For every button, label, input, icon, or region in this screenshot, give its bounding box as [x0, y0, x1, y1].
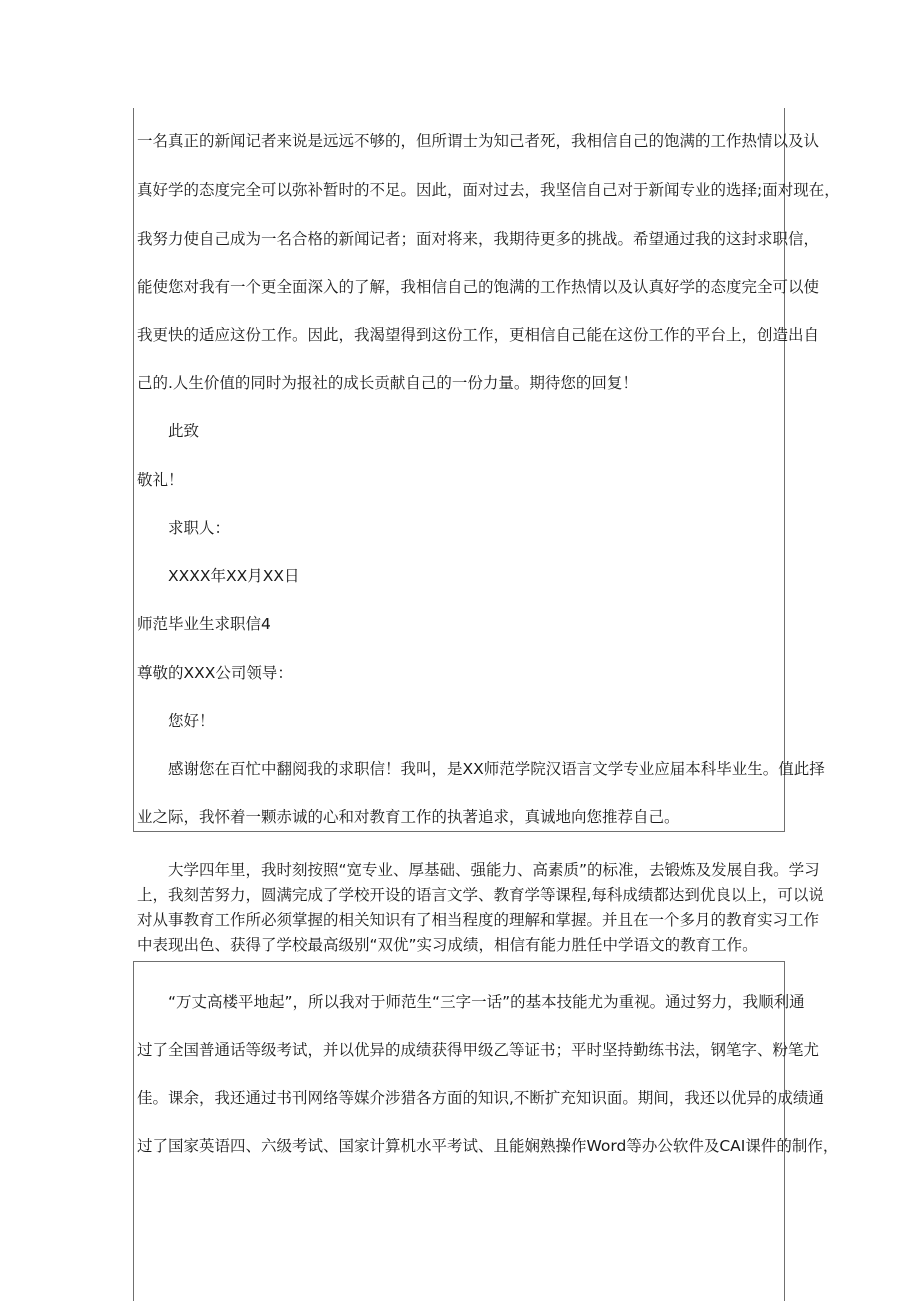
text-line: 业之际，我怀着一颗赤诚的心和对教育工作的执著追求，真诚地向您推荐自己。 [137, 808, 680, 826]
letter-section-box-2 [133, 961, 839, 1301]
text-line: “万丈高楼平地起”，所以我对于师范生“三字一话”的基本技能尤为重视。通过努力，我顺利通 [168, 993, 805, 1011]
text-line: 己的.人生价值的同时为报社的成长贡献自己的一份力量。期待您的回复！ [137, 374, 638, 392]
hello-greeting: 您好！ [168, 712, 215, 730]
text-line: 佳。课余，我还通过书刊网络等媒介涉猎各方面的知识,不断扩充知识面。期间，我还以优异的成绩通 [137, 1089, 824, 1107]
closing-regards: 敬礼！ [137, 471, 184, 489]
recipient-greeting: 尊敬的XXX公司领导： [137, 664, 293, 682]
text-line: 感谢您在百忙中翻阅我的求职信！我叫，是XX师范学院汉语言文学专业应届本科毕业生。值此择 [168, 760, 825, 778]
text-line: 能使您对我有一个更全面深入的了解，我相信自己的饱满的工作热情以及认真好学的态度完全可以使 [137, 278, 820, 296]
section-title: 师范毕业生求职信4 [137, 615, 271, 633]
letter-date: XXXX年XX月XX日 [168, 567, 300, 585]
body-paragraph-line: 对从事教育工作所必须掌握的相关知识有了相当程度的理解和掌握。并且在一个多月的教育实习工作 [137, 911, 820, 929]
body-paragraph-line: 大学四年里，我时刻按照“宽专业、厚基础、强能力、高素质”的标准，去锻炼及发展自我。学习 [168, 861, 820, 879]
text-line: 过了全国普通话等级考试，并以优异的成绩获得甲级乙等证书；平时坚持勤练书法，钢笔字、粉笔尤 [137, 1041, 820, 1059]
text-line: 一名真正的新闻记者来说是远远不够的，但所谓士为知己者死，我相信自己的饱满的工作热情以及认 [137, 132, 820, 150]
text-line: 我更快的适应这份工作。因此，我渴望得到这份工作，更相信自己能在这份工作的平台上，创造出自 [137, 326, 820, 344]
applicant-label: 求职人： [168, 519, 231, 537]
body-paragraph-line: 上，我刻苦努力，圆满完成了学校开设的语言文学、教育学等课程,每科成绩都达到优良以上，可以说 [137, 886, 824, 904]
text-line: 过了国家英语四、六级考试、国家计算机水平考试、且能娴熟操作Word等办公软件及CAI课件的制作， [137, 1137, 839, 1155]
text-line: 真好学的态度完全可以弥补暂时的不足。因此，面对过去，我坚信自己对于新闻专业的选择;面对现在， [137, 181, 840, 199]
text-line: 我努力使自己成为一名合格的新闻记者；面对将来，我期待更多的挑战。希望通过我的这封求职信， [137, 230, 820, 248]
body-paragraph-line: 中表现出色、获得了学校最高级别“双优”实习成绩，相信有能力胜任中学语文的教育工作。 [137, 936, 758, 954]
closing-salutation: 此致 [168, 422, 200, 440]
